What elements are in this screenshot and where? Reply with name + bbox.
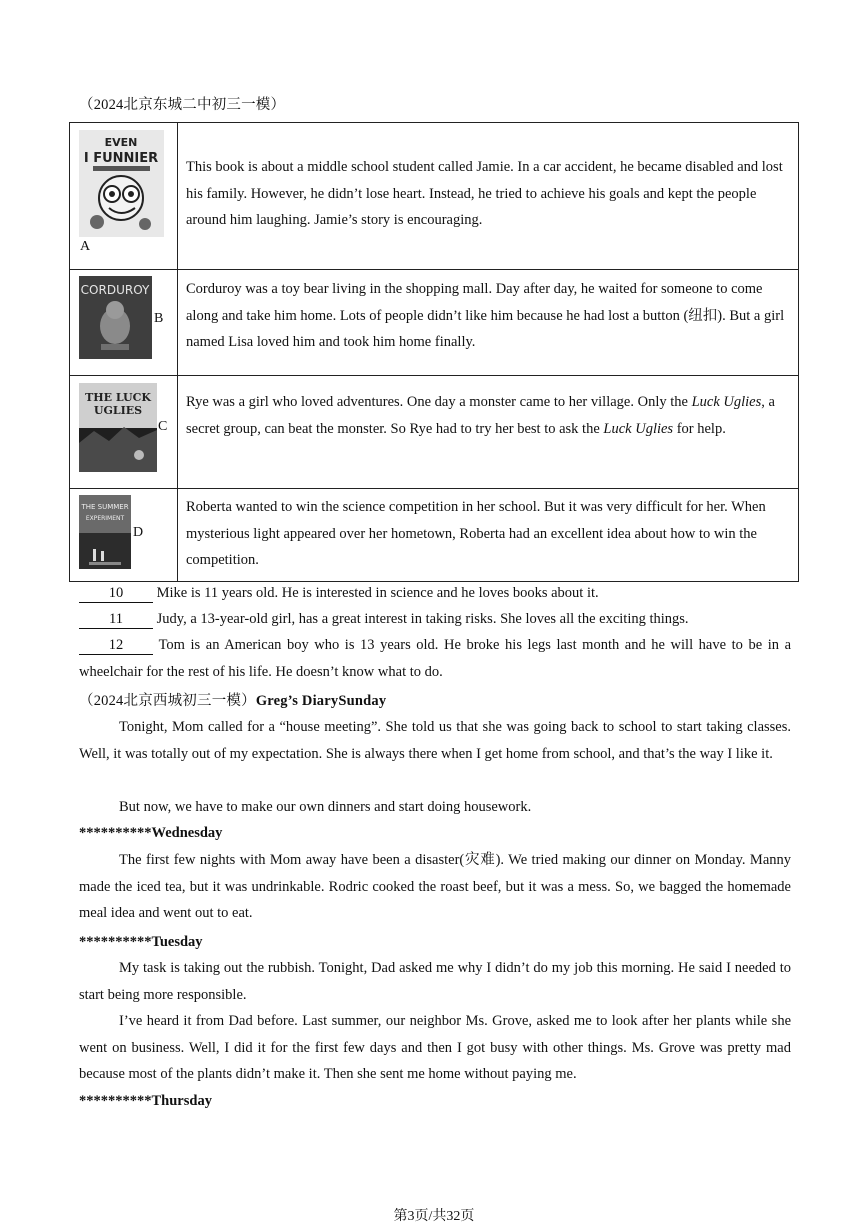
diary-heading-tuesday: **********Tuesday	[79, 934, 203, 950]
book-row-b	[70, 270, 798, 376]
question-11: 11 Judy, a 13-year-old girl, has a great interest in taking risks. She loves all the exciting things.	[79, 606, 791, 633]
diary-paragraph-2: But now, we have to make our own dinners and start doing housework.	[119, 799, 532, 815]
book-row-a	[70, 123, 798, 270]
answer-blank-10[interactable]: 10	[79, 584, 153, 603]
book-description-a: This book is about a middle school student called Jamie. In a car accident, he became disabled and lost his family. However, he didn’t lose heart. Instead, he tried to achieve his goals and kept the people around him laughing. Jamie’s story is encouraging.	[186, 159, 783, 228]
diary-heading-thursday: **********Thursday	[79, 1093, 212, 1109]
fun-book-cover-icon	[79, 130, 164, 237]
svg-text:EXPERIMENT: EXPERIMENT	[85, 515, 125, 522]
page-footer: 第3页/共32页	[393, 1209, 475, 1224]
book-row-c	[70, 376, 798, 489]
book-description-d: Roberta wanted to win the science competition in her school. But it was very difficult for her. When mysterious light appeared over her hometown, Roberta had an excellent idea about how to win the competition.	[186, 499, 766, 568]
source-line-2	[79, 689, 386, 710]
book-description-c: Rye was a girl who loved adventures. One day a monster came to her village. Only the Luck Uglies, a secret group, can beat the monster. So Rye had to try her best to ask the Luck Uglies for help.	[186, 394, 775, 437]
svg-text:THE SUMMER: THE SUMMER	[81, 503, 129, 511]
diary-paragraph-4: My task is taking out the rubbish. Tonight, Dad asked me why I didn’t do my job this morning. He said I needed to start being more responsible.	[79, 960, 791, 1003]
diary-heading-wednesday: **********Wednesday	[79, 825, 223, 841]
answer-blank-11[interactable]: 11	[79, 610, 153, 629]
svg-text:EVEN: EVEN	[104, 136, 138, 149]
diary-paragraph-5: I’ve heard it from Dad before. Last summer, our neighbor Ms. Grove, asked me to look after her plants while she went on business. Well, I did it for the first few days and then I got busy with other things. Ms. Grove was pretty mad because most of the plants didn’t make it. Then she sent me home without paying me.	[79, 1013, 791, 1083]
book-letter-c: C	[158, 419, 168, 434]
diary-paragraph-3: The first few nights with Mom away have been a disaster(灾难). We tried making our dinner on Monday. Manny made the iced tea, but it was undrinkable. Rodric cooked the roast beef, but it was a mess. So, we bagged the homemade meal idea and went out to eat.	[79, 852, 791, 922]
source-label-1: （2024北京东城二中初三一模）	[79, 97, 286, 113]
svg-text:CORDUROY: CORDUROY	[80, 283, 150, 297]
diary-paragraph-1: Tonight, Mom called for a “house meeting”. She told us that she was going back to school to start taking classes. Well, it was totally out of my expectation. She is always there when I get home from school, and that’s the way I like it.	[79, 719, 791, 762]
source-label-2: （2024北京西城初三一模）	[79, 693, 256, 709]
answer-blank-12[interactable]: 12	[79, 636, 153, 655]
book-letter-d: D	[133, 525, 144, 540]
svg-text:THE LUCK: THE LUCK	[85, 391, 151, 404]
svg-text:I FUNNIER: I FUNNIER	[83, 151, 159, 166]
luck-uglies-book-cover-icon	[79, 383, 157, 472]
svg-text:UGLIES: UGLIES	[93, 404, 143, 417]
summer-book-cover-icon	[79, 495, 131, 569]
book-row-d	[70, 489, 798, 581]
book-letter-b: B	[154, 311, 164, 326]
book-description-b: Corduroy was a toy bear living in the shopping mall. Day after day, he waited for someone to come along and take him home. Lots of people didn’t like him because he had lost a button (纽扣). But a girl named Lisa loved him and took him home finally.	[186, 281, 785, 350]
diary-title: Greg’s DiarySunday	[255, 693, 387, 709]
question-10: 10 Mike is 11 years old. He is interested in science and he loves books about it.	[79, 580, 791, 607]
book-letter-a: A	[80, 239, 91, 254]
book-table	[69, 122, 799, 582]
question-12: 12 Tom is an American boy who is 13 years old. He broke his legs last month and he will have to be in a wheelchair for the rest of his life. He doesn’t know what to do.	[79, 637, 792, 680]
corduroy-book-cover-icon	[79, 276, 152, 359]
